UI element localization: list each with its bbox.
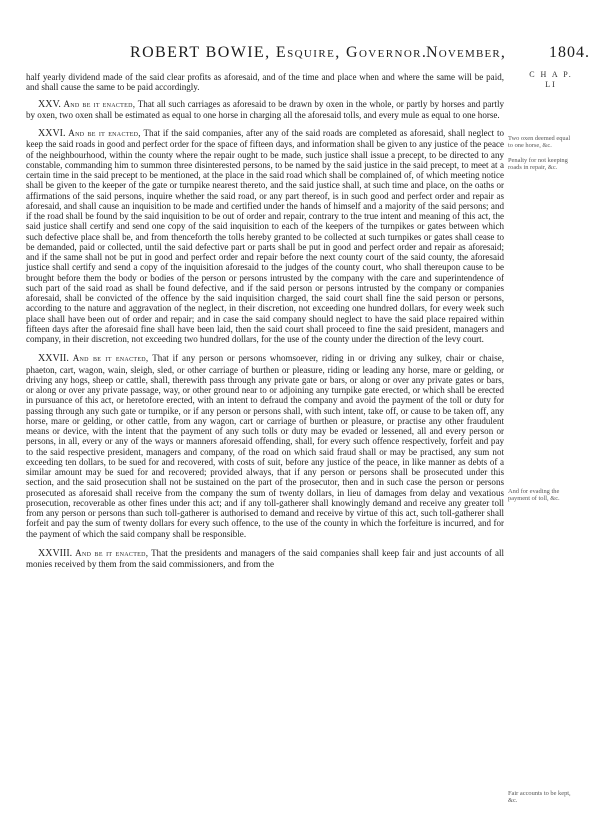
- chapter-marker: [516, 70, 586, 90]
- header-title: ROBERT BOWIE, Esquire, Governor.: [130, 44, 428, 61]
- section-number: XXV.: [38, 98, 61, 110]
- chapter-number: LI: [545, 80, 557, 89]
- section-text: That all such carriages as aforesaid to be drawn by oxen in the whole, or partly by horses and partly by oxen, two oxen shall be estimated as equal to one horse in charging all the aforesaid tolls, and every mule as equal to one horse.: [26, 98, 504, 120]
- header-month: November,: [426, 44, 507, 61]
- enacting-clause: And be it enacted,: [68, 128, 141, 138]
- section-text: That if any person or persons whomsoever, riding in or driving any sulkey, chair or chaise, phaeton, cart, wagon, wain, sleigh, sled, or other carriage of burthen or pleasure, riding or leading any horse, mare or gelding, or driving any hogs, sheep or cattle, shall, therewith pass through any private gate or bars, or along or over any private gates or bars, or along or over any private passage, way, or other ground near to or adjoining any turnpike gate erected, or which shall be erected in pursuance of this act, or heretofore erected, with an intent to defraud the company and avoid the payment of the toll or duty for passing through any such gate or turnpike, or if any person or persons shall, with such intent, take off, or cause to be taken off, any horse, mare or gelding, or other cattle, from any wagon, cart or carriage of burthen or pleasure, or practise any other fraudulent means or device, with the intent that the payment of any such tolls or duty may be evaded or lessened, all and every person or persons, in all, every or any of the ways or manners aforesaid offending, shall, for every such offence respectively, forfeit and pay to the said respective president, managers and company, of the road on which said fraud shall or may be practised, any sum not exceeding ten dollars, to be sued for and recovered, with costs of suit, before any justice of the peace, in like manner as debts of a similar amount may be sued for and recovered; provided always, that if any person or persons shall be prosecuted under this section, and the said prosecution shall not be sustained on the part of the prosecutor, then and in such case the person or persons prosecuted as aforesaid shall receive from the company the sum of twenty dollars, in lieu of damages from delay and vexatious prosecution, recoverable as other fines under this act; and if any toll-gatherer shall knowingly demand and receive any greater toll from any person or persons than such toll-gatherer is authorised to demand and receive by virtue of this act, such toll-gatherer shall forfeit and pay the sum of twenty dollars for every such offence, to the use of the county in which the forfeiture is incurred, and for the payment of which the said company shall be responsible.: [26, 353, 504, 539]
- section-text: That if the said companies, after any of the said roads are completed as aforesaid, shall neglect to keep the said roads in good and perfect order for the space of fifteen days, and information shall be given to any justice of the peace of the neighbourhood, within the county where the repair ought to be made, such justice shall issue a precept, to be directed to any constable, commanding him to summon three disinterested persons, to be named by the said justice in the said precept, to meet at a certain time in the said precept to be mentioned, at the place in the said road which shall be complained of, of which meeting notice shall be given to the keeper of the gate or turnpike nearest thereto, and the said justice shall, at such time and place, on the oaths or affirmations of the said persons, inquire whether the said road, or any part thereof, is in such good and perfect order and repair as aforesaid, and shall cause an inquisition to be made and certified under the hands of himself and a majority of the said persons; and if the road shall be found by the said inquisition to be out of order and repair, contrary to the true intent and meaning of this act, the said justice shall certify and send one copy of the said inquisition to each of the keepers of the turnpikes or gates between which such defective place shall be, and from thenceforth the tolls hereby granted to be collected at such turnpikes or gates shall cease to be demanded, paid or collected, until the said defective part or parts shall be put in good and perfect order and repair as aforesaid; and if the same shall not be put in good and perfect order and repair before the next county court of the said county, the aforesaid justice shall certify and send a copy of the inquisition aforesaid to the judges of the county court, who shall thereupon cause to be brought before them the body or bodies of the person or persons intrusted by the company with the care and superintendence of such part of the said road as shall be found defective, and if the said person or persons intrusted by the company or companies aforesaid, shall be convicted of the offence by the said inquisition charged, the said court shall fine the said person or persons, according to the nature and aggravation of the neglect, in their discretion, not exceeding one hundred dollars, for every week such place shall have been out of order and repair; and in case the said company should neglect to have the said place repaired within fifteen days after the aforesaid fine shall have been laid, then the said court shall proceed to fine the said president, managers and company, in their discretion, not exceeding two hundred dollars, for the use of the county under the direction of the levy court.: [26, 128, 504, 344]
- margin-note-xxvii: And for evading the payment of toll, &c.: [508, 488, 560, 503]
- section-xxv: [26, 99, 504, 121]
- section-xxviii: [26, 548, 504, 570]
- enacting-clause: And be it enacted,: [63, 98, 136, 109]
- margin-note-xxviii: Fair accounts to be kept, &c.: [508, 790, 571, 805]
- section-text: That the presidents and managers of the said companies shall keep fair and just accounts of all monies received by them from the said commissioners, and from the: [26, 547, 504, 569]
- enacting-clause: And be it enacted,: [75, 547, 149, 558]
- paragraph-intro: half yearly dividend made of the said clear profits as aforesaid, and of the time and place when and where the same will be paid, and shall cause the same to be paid accordingly.: [26, 72, 504, 93]
- margin-note-xxvi: Penalty for not keeping roads in repair, &c.: [508, 157, 568, 172]
- running-header: [130, 44, 590, 66]
- section-number: XXVII.: [38, 353, 69, 365]
- section-number: XXVI.: [38, 128, 66, 139]
- chapter-label: C H A P.: [529, 70, 573, 79]
- enacting-clause: And be it enacted,: [72, 353, 149, 364]
- margin-note-xxv: Two oxen deemed equal to one horse, &c.: [508, 135, 571, 150]
- section-xxvi: [26, 128, 504, 344]
- section-number: XXVIII.: [38, 547, 73, 559]
- section-xxvii: [26, 353, 504, 539]
- header-year: 1804.: [549, 44, 590, 61]
- body-text: [26, 72, 504, 569]
